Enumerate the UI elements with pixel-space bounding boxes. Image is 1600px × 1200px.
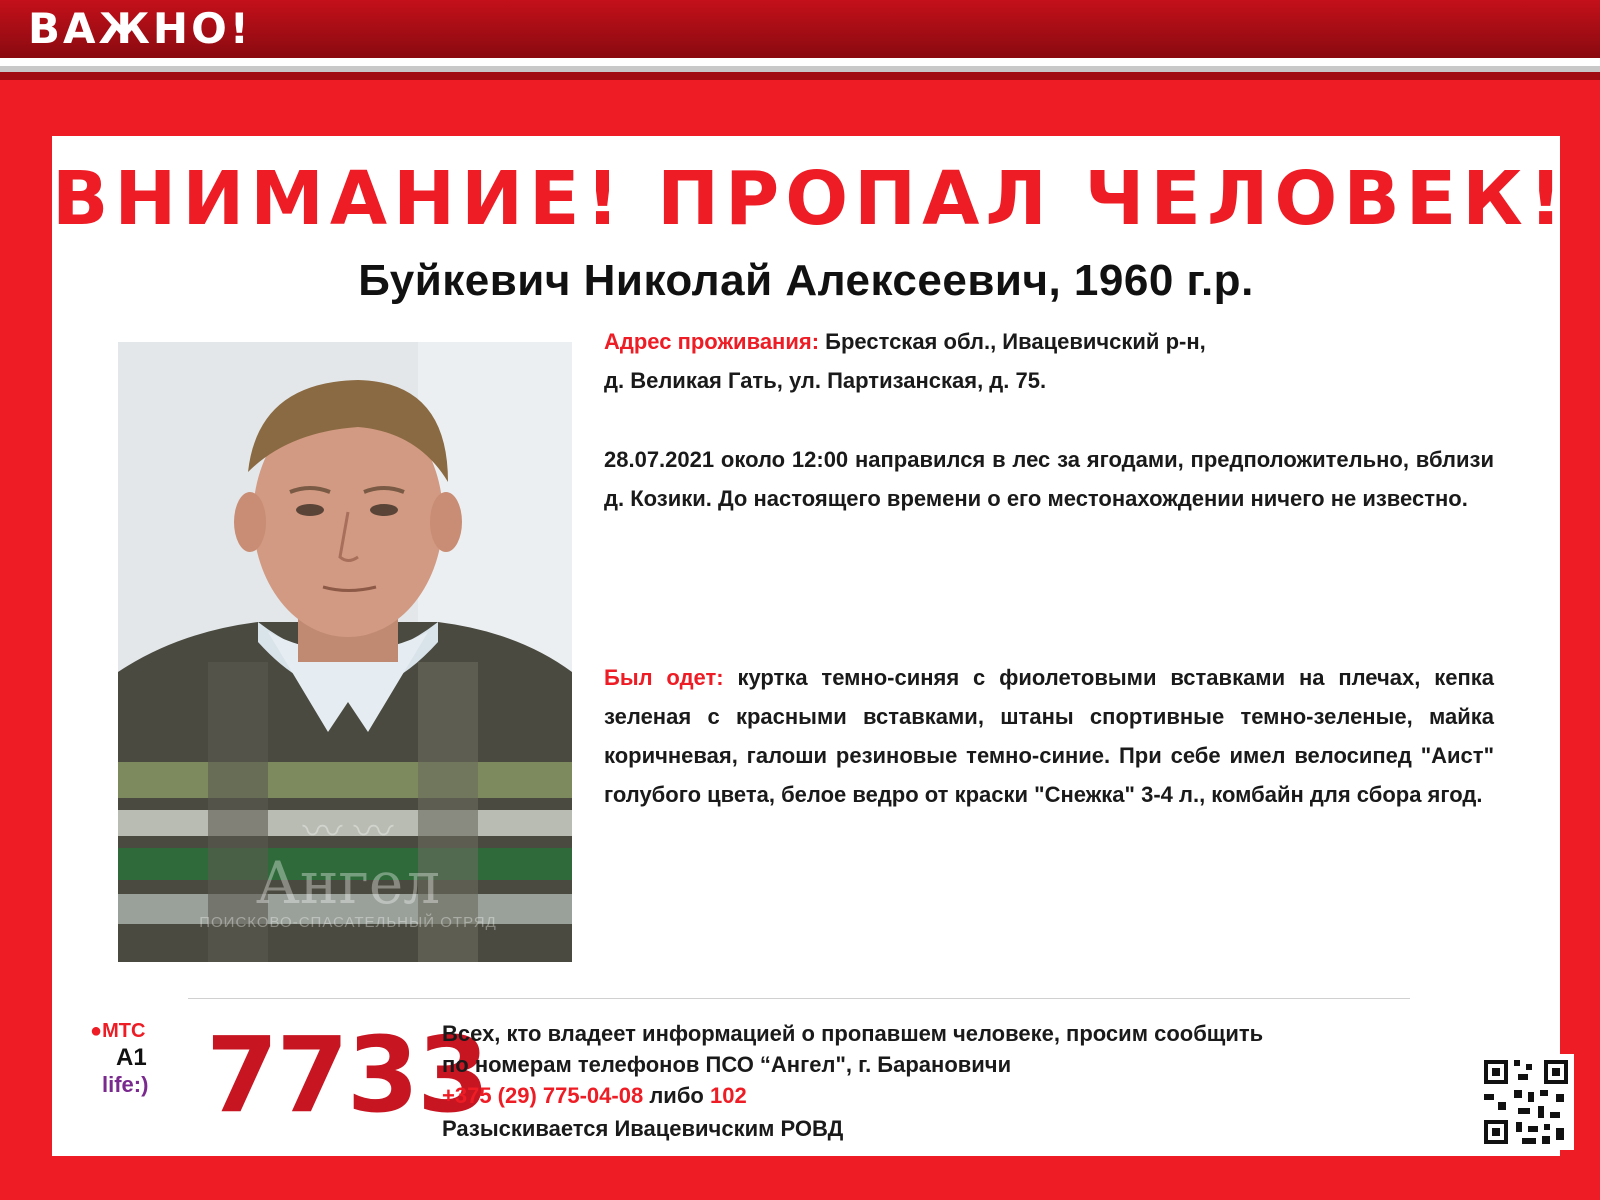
watermark-subtitle: ПОИСКОВО-СПАСАТЕЛЬНЫЙ ОТРЯД <box>199 914 497 931</box>
person-name: Буйкевич Николай Алексеевич, 1960 г.р. <box>358 256 1254 305</box>
banner-label: ВАЖНО! <box>28 4 252 53</box>
operator-mts: МТС <box>102 1020 146 1042</box>
banner-stripe-dark <box>0 72 1600 80</box>
short-number: 7733 <box>206 1014 488 1136</box>
circumstances: 28.07.2021 около 12:00 направился в лес за ягодами, предположительно, вблизи д. Козики. До настоящего времени о его местонахождении ничего не известно. <box>604 447 1494 511</box>
request-line1: Всех, кто владеет информацией о пропавшем человеке, просим сообщить <box>442 1021 1264 1046</box>
watermark-title: Ангел <box>255 849 441 917</box>
mts-egg-icon: ● <box>90 1020 103 1042</box>
address-block <box>604 322 1464 400</box>
phone-or: либо <box>649 1083 704 1108</box>
watermark-wing-icon: 〰 〰 <box>302 810 394 854</box>
a1-logo: A1 <box>116 1044 147 1071</box>
address-line1: Брестская обл., Ивацевичский р-н, <box>825 329 1206 354</box>
qr-code-icon <box>1478 1054 1574 1150</box>
banner-stripe-white <box>0 58 1600 66</box>
top-banner <box>0 0 1600 58</box>
clothing-text: куртка темно-синяя с фиолетовыми вставками на плечах, кепка зеленая с красными вставками, штаны спортивные темно-зеленые, майка коричневая, галоши резиновые темно-синие. При себе имел велосипед "Аист" голубого цвета, белое ведро от краски "Снежка" 3-4 л., комбайн для сбора ягод. <box>604 665 1494 807</box>
watermark <box>148 812 548 931</box>
person-photo <box>118 342 572 962</box>
address-label: Адрес проживания: <box>604 329 820 354</box>
request-line2: по номерам телефонов ПСО “Ангел", г. Барановичи <box>442 1052 1012 1077</box>
mts-logo <box>90 1020 145 1043</box>
phone-alt: 102 <box>709 1083 747 1108</box>
clothing-block <box>604 658 1494 814</box>
phone-number: +375 (29) 775-04-08 <box>442 1083 644 1108</box>
life-logo: life:) <box>102 1072 149 1097</box>
clothing-label: Был одет: <box>604 665 724 690</box>
headline: ВНИМАНИЕ! ПРОПАЛ ЧЕЛОВЕК! <box>52 156 1569 242</box>
poster-card <box>52 136 1569 1156</box>
footer-divider <box>188 998 1410 999</box>
address-line2: д. Великая Гать, ул. Партизанская, д. 75. <box>604 368 1047 393</box>
searched-by: Разыскивается Ивацевичским РОВД <box>442 1116 844 1141</box>
contact-block <box>442 1018 1442 1144</box>
phone-line <box>442 1080 1442 1111</box>
